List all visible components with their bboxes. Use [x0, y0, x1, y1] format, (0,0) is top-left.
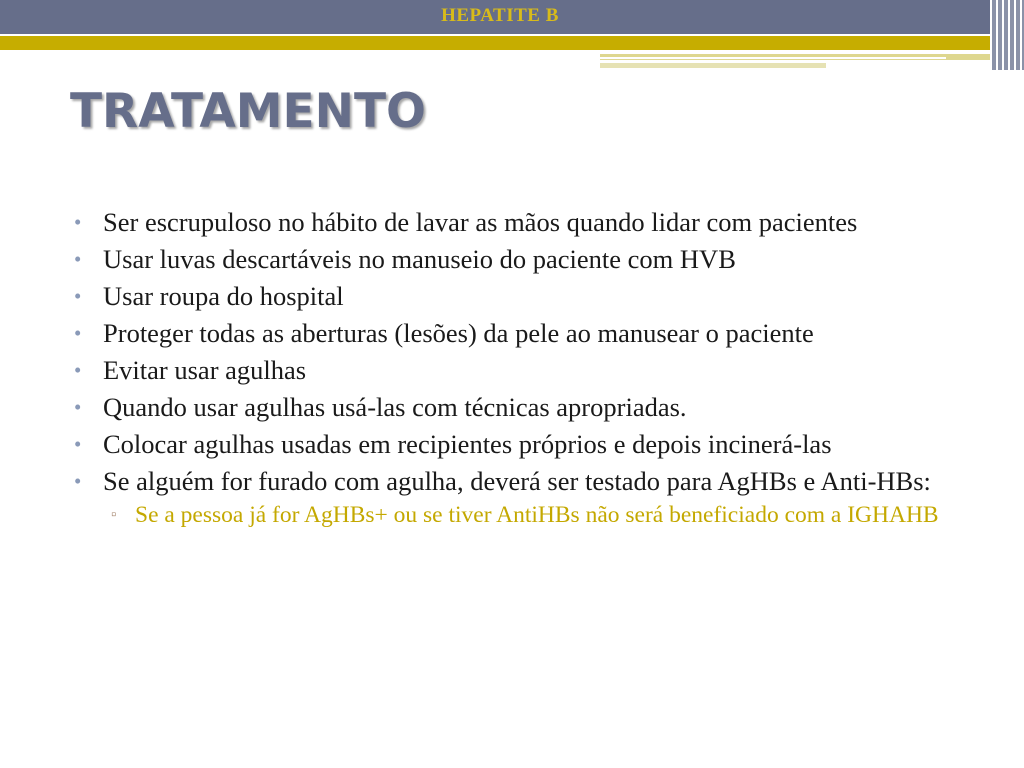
bullet-text: Usar roupa do hospital — [103, 281, 344, 311]
bullet-list — [72, 206, 972, 534]
bullet-text: Evitar usar agulhas — [103, 355, 307, 385]
bullet-dot-icon: • — [74, 210, 82, 234]
bullet-item — [72, 280, 972, 312]
decor-stripe-pale-short — [600, 63, 826, 68]
slide-title: TRATAMENTO — [70, 84, 426, 139]
bullet-dot-icon: • — [74, 247, 82, 271]
bullet-text: Quando usar agulhas usá-las com técnicas apropriadas. — [103, 392, 687, 422]
bullet-dot-icon: • — [74, 284, 82, 308]
decor-vertical-lines — [990, 0, 1024, 70]
bullet-text: Usar luvas descartáveis no manuseio do paciente com HVB — [103, 244, 736, 274]
bullet-item — [72, 354, 972, 386]
bullet-item — [72, 428, 972, 460]
bullet-dot-icon: • — [74, 432, 82, 456]
bullet-item — [72, 243, 972, 275]
bullet-item — [72, 465, 972, 529]
gold-stripe — [0, 36, 1024, 50]
header-title: HEPATITE B — [441, 5, 559, 26]
sub-bullet-square-icon: ▫ — [111, 507, 117, 523]
bullet-text: Colocar agulhas usadas em recipientes próprios e depois incinerá-las — [103, 429, 832, 459]
bullet-item — [72, 206, 972, 238]
bullet-text: Proteger todas as aberturas (lesões) da pele ao manusear o paciente — [103, 318, 814, 348]
bullet-dot-icon: • — [74, 469, 82, 493]
decor-line-white — [600, 57, 946, 59]
bullet-text: Se alguém for furado com agulha, deverá ser testado para AgHBs e Anti-HBs: — [103, 466, 931, 496]
sub-bullet-text: Se a pessoa já for AgHBs+ ou se tiver AntiHBs não será beneficiado com a IGHAHB — [135, 502, 939, 528]
bullet-item — [72, 317, 972, 349]
bullet-item — [72, 391, 972, 423]
bullet-dot-icon: • — [74, 358, 82, 382]
bullet-dot-icon: • — [74, 395, 82, 419]
bullet-text: Ser escrupuloso no hábito de lavar as mãos quando lidar com pacientes — [103, 207, 858, 237]
sub-bullet-list — [103, 501, 972, 529]
sub-bullet-item — [103, 501, 972, 529]
bullet-dot-icon: • — [74, 321, 82, 345]
